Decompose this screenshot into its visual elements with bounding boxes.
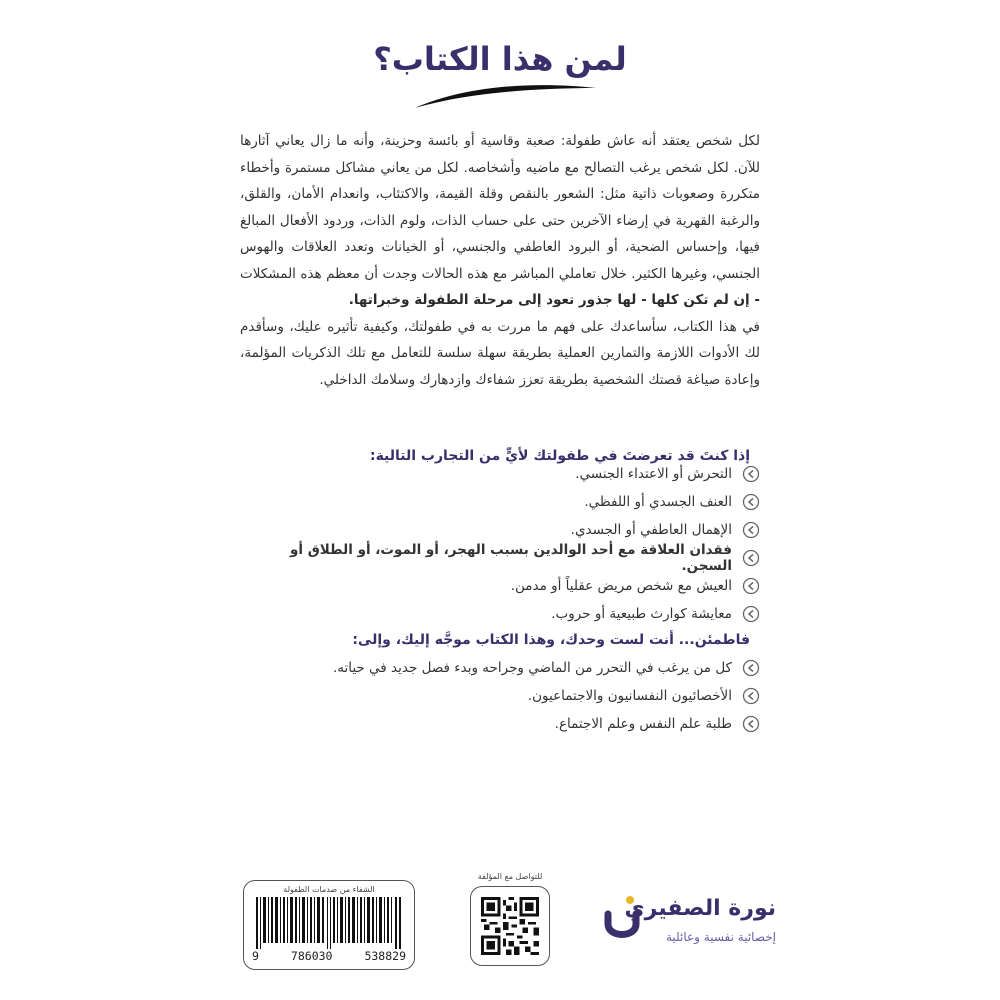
list-item [240, 600, 760, 628]
qr-code-icon [481, 897, 539, 955]
list-item-text: التحرش أو الاعتداء الجنسي. [575, 466, 732, 482]
list-item-text: العيش مع شخص مريض عقلياً أو مدمن. [510, 578, 732, 594]
list-item-text: الأخصائيون النفسانيون والاجتماعيون. [527, 688, 732, 704]
list-item-text: طلبة علم النفس وعلم الاجتماع. [554, 716, 732, 732]
circled-arrow-icon [742, 465, 760, 483]
list-item-text: الإهمال العاطفي أو الجسدي. [570, 522, 732, 538]
section2-list [240, 654, 760, 738]
circled-arrow-icon [742, 715, 760, 733]
list-item [240, 460, 760, 488]
barcode-digit-group: 786030 [290, 949, 333, 963]
list-item [240, 682, 760, 710]
section1-heading: إذا كنتَ قد تعرضتَ في طفولتك لأيٍّ من التجارب التالية: [369, 448, 750, 464]
brand-subtitle: إخصائية نفسية وعائلية [666, 930, 776, 944]
circled-arrow-icon [742, 549, 760, 567]
circled-arrow-icon [742, 659, 760, 677]
intro-paragraph-2: في هذا الكتاب، سأساعدك على فهم ما مررت به في طفولتك، وكيفية تأثيره عليك، وسأقدم لك الأدوات اللازمة والتمارين العملية بطريقة سهلة سلسة للتعامل مع تلك الذكريات المؤلمة، وإعادة صياغة قصتك الشخصية بطريقة تعزز شفاءك وازدهارك وسلامك الداخلي. [240, 318, 760, 388]
section2-heading: فاطمئن... أنت لست وحدك، وهذا الكتاب موجَّه إليك، وإلى: [352, 632, 750, 648]
list-item [240, 544, 760, 572]
barcode-digit-group: 538829 [364, 949, 406, 963]
barcode-number [252, 949, 406, 963]
barcode-caption: الشفاء من صدمات الطفولة [283, 885, 375, 894]
barcode-icon [254, 897, 404, 949]
intro-paragraph-1 [240, 128, 760, 314]
barcode-box [243, 880, 415, 970]
circled-arrow-icon [742, 687, 760, 705]
brand-name: نورة الصفيري [624, 896, 776, 921]
intro-p1-text: لكل شخص يعتقد أنه عاش طفولة: صعبة وقاسية أو بائسة وحزينة، وأنه ما زال يعاني آثارها للآن. لكل شخص يرغب التصالح مع ماضيه وأشخاصه. لكل من يعاني مشاكل مستمرة وأخطاء متكررة وصعوبات ذاتية مثل: الشعور بالنقص وقلة القيمة، والاكتئاب، وانعدام الأمان، والقلق، والرغبة القهرية في إرضاء الآخرين حتى على حساب الذات، ولوم الذات، وردود الأفعال المبالغ فيها، وإحساس الضحية، أو البرود العاطفي والجنسي، أو الخيانات وتعدد العلاقات والهوس الجنسي، وغيرها الكثير. خلال تعاملي المباشر مع هذه الحالات وجدت أن معظم هذه المشكلات [240, 133, 760, 282]
barcode-digit-group: 9 [252, 949, 259, 963]
circled-arrow-icon [742, 493, 760, 511]
circled-arrow-icon [742, 577, 760, 595]
author-brand [596, 888, 776, 968]
list-item [240, 710, 760, 738]
list-item-text: كل من يرغب في التحرر من الماضي وجراحه وبدء فصل جديد في حياته. [332, 660, 732, 676]
qr-box[interactable] [470, 886, 550, 966]
intro-text [240, 128, 760, 393]
title-swash-decoration [410, 82, 600, 112]
list-item [240, 572, 760, 600]
circled-arrow-icon [742, 605, 760, 623]
list-item [240, 654, 760, 682]
qr-label: للتواصل مع المؤلفة [477, 872, 543, 881]
list-item-text: فقدان العلاقة مع أحد الوالدين بسبب الهجر، أو الموت، أو الطلاق أو السجن. [289, 542, 732, 574]
page-title: لمن هذا الكتاب؟ [373, 40, 627, 78]
circled-arrow-icon [742, 521, 760, 539]
list-item [240, 488, 760, 516]
section1-list [240, 460, 760, 628]
intro-p1-bold: - إن لم تكن كلها - لها جذور تعود إلى مرحلة الطفولة وخبراتها. [348, 292, 760, 308]
list-item [240, 516, 760, 544]
list-item-text: العنف الجسدي أو اللفظي. [584, 494, 732, 510]
list-item-text: معايشة كوارث طبيعية أو حروب. [551, 606, 732, 622]
